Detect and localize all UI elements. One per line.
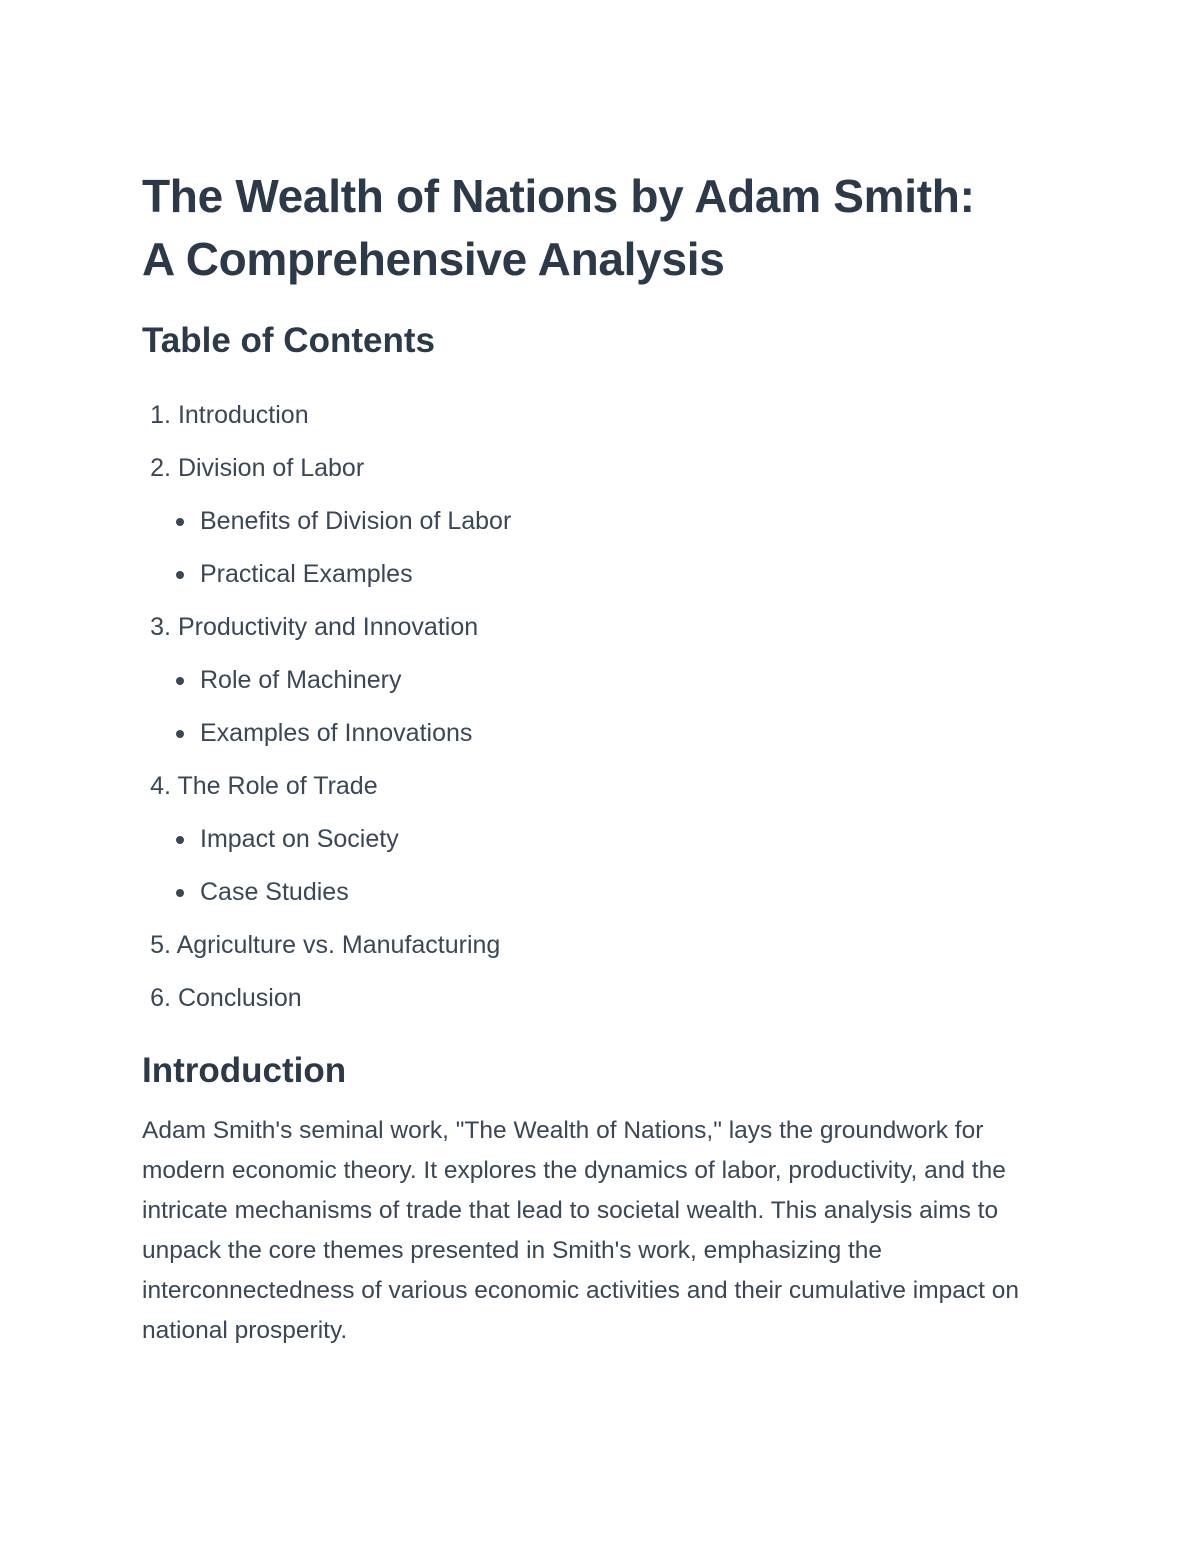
toc-number: 3. [150, 613, 171, 641]
toc-number: 6. [150, 984, 171, 1012]
toc-subitem [172, 654, 1062, 707]
toc-heading: Table of Contents [142, 321, 435, 360]
toc-subitem [172, 548, 1062, 601]
bullet-icon [176, 889, 184, 897]
toc-sublist [142, 813, 1062, 919]
toc-item-agriculture [142, 919, 1062, 972]
toc-item-productivity [142, 601, 1062, 760]
toc-item-division-of-labor [142, 442, 1062, 601]
bullet-icon [176, 730, 184, 738]
document-page [142, 165, 1062, 1351]
bullet-icon [176, 836, 184, 844]
toc-sublist [142, 495, 1062, 601]
toc-number: 5. [150, 931, 171, 959]
toc-label: Agriculture vs. Manufacturing [176, 931, 501, 959]
toc-label: Conclusion [177, 984, 302, 1012]
bullet-icon [176, 571, 184, 579]
toc-subitem [172, 707, 1062, 760]
introduction-paragraph: Adam Smith's seminal work, "The Wealth of Nations," lays the groundwork for modern economic theory. It explores the dynamics of labor, productivity, and the intricate mechanisms of trade that lead to societal wealth. This analysis aims to unpack the core themes presented in Smith's work, emphasizing the interconnectedness of various economic activities and their cumulative impact on national prosperity. [142, 1117, 1019, 1344]
toc-label: Division of Labor [177, 454, 365, 482]
toc-sublabel: Impact on Society [200, 825, 399, 853]
toc-subitem [172, 813, 1062, 866]
toc-label: Introduction [177, 401, 309, 429]
toc-sublabel: Case Studies [200, 878, 349, 906]
toc-sublist [142, 654, 1062, 760]
introduction-heading: Introduction [142, 1051, 347, 1090]
toc-sublabel: Examples of Innovations [200, 719, 473, 747]
toc-item-conclusion [142, 972, 1062, 1025]
toc-item-introduction [142, 389, 1062, 442]
toc-subitem [172, 866, 1062, 919]
bullet-icon [176, 518, 184, 526]
toc-number: 1. [150, 401, 171, 429]
title-line-1: The Wealth of Nations by Adam Smith: [142, 170, 975, 222]
toc-label: Productivity and Innovation [177, 613, 479, 641]
toc-sublabel: Practical Examples [200, 560, 413, 588]
toc-number: 2. [150, 454, 171, 482]
toc-sublabel: Role of Machinery [200, 666, 402, 694]
table-of-contents [142, 389, 1062, 1025]
toc-item-trade [142, 760, 1062, 919]
toc-label: The Role of Trade [177, 772, 378, 800]
bullet-icon [176, 677, 184, 685]
toc-subitem [172, 495, 1062, 548]
toc-sublabel: Benefits of Division of Labor [200, 507, 512, 535]
toc-number: 4. [150, 772, 171, 800]
document-title [142, 165, 1062, 291]
title-line-2: A Comprehensive Analysis [142, 233, 725, 285]
